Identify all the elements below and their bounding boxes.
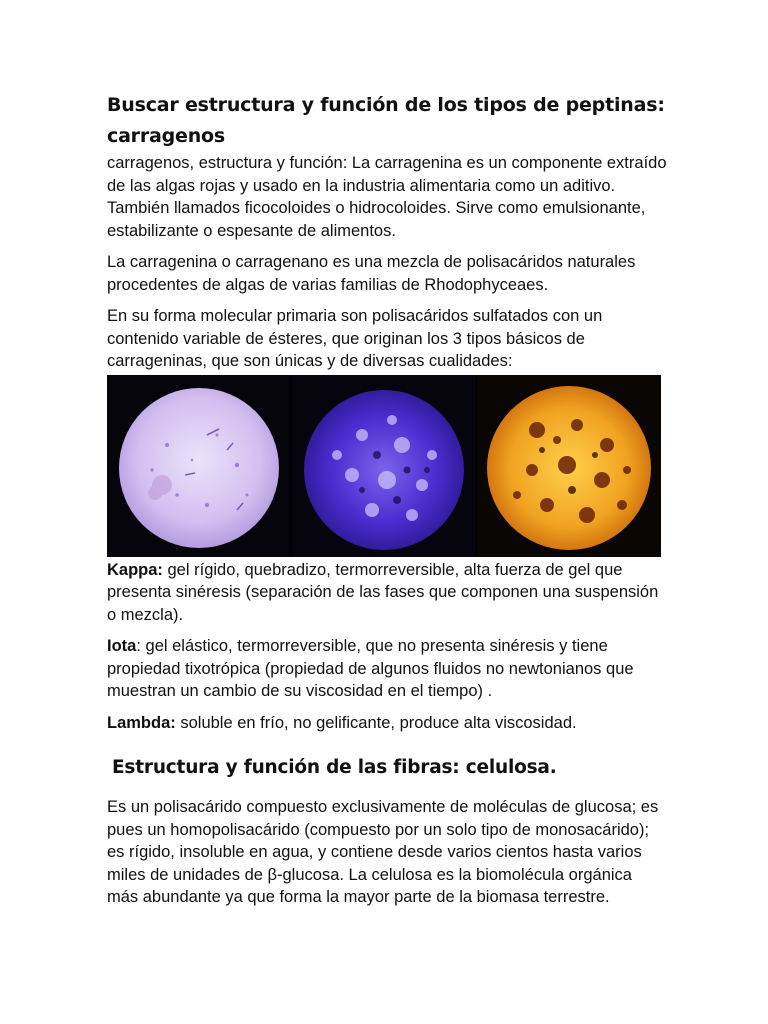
type-lambda-paragraph	[107, 712, 667, 735]
micrograph-dark-violet-image	[292, 375, 476, 557]
micrograph-panel-lambda	[476, 375, 661, 557]
micrograph-panel-kappa	[107, 375, 292, 557]
type-iota-paragraph	[107, 635, 667, 703]
paragraph-carragenina-mezcla: La carragenina o carragenano es una mezcla de polisacáridos naturales procedentes de algas de varias familias de Rhodophyceaes.	[107, 253, 636, 294]
micrograph-figure	[107, 375, 661, 557]
section2-heading: Estructura y función de las fibras: celulosa.	[112, 757, 557, 778]
section1-heading-line1: Buscar estructura y función de los tipos de peptinas:	[107, 94, 665, 116]
type-lambda-label: Lambda:	[107, 713, 176, 732]
micrograph-amber-image	[477, 375, 661, 557]
paragraph-carragenos-intro: carragenos, estructura y función: La carragenina es un componente extraído de las algas rojas y usado en la industria alimentaria como un aditivo. También llamados ficocoloides o hidrocoloides. Sirve como emulsionante, estabilizante o espesante de alimentos.	[107, 154, 667, 240]
micrograph-panel-iota	[292, 375, 477, 557]
type-iota-text: : gel elástico, termorreversible, que no presenta sinéresis y tiene propiedad tixotrópica (propiedad de algunos fluidos no newtonianos que muestran un cambio de su viscosidad en el tiempo) .	[107, 637, 634, 700]
type-kappa-text: gel rígido, quebradizo, termorreversible, alta fuerza de gel que presenta sinéresis (separación de las fases que componen una suspensión o mezcla).	[107, 560, 659, 624]
type-lambda-text: soluble en frío, no gelificante, produce alta viscosidad.	[175, 713, 577, 732]
micrograph-light-violet-image	[107, 375, 291, 557]
paragraph-celulosa: Es un polisacárido compuesto exclusivamente de moléculas de glucosa; es pues un homopolisacárido (compuesto por un solo tipo de monosacárido); es rígido, insoluble en agua, y contiene desde varios cientos hasta varios miles de unidades de β-glucosa. La celulosa es la biomolécula orgánica más abundante ya que forma la mayor parte de la biomasa terrestre.	[107, 798, 659, 906]
section1-heading	[107, 90, 667, 152]
paragraph-forma-molecular: En su forma molecular primaria son polisacáridos sulfatados con un contenido variable de ésteres, que originan los 3 tipos básicos de carrageninas, que son únicas y de diversas cualidades:	[107, 307, 603, 370]
section1-heading-line2: carragenos	[107, 125, 226, 147]
document-page	[107, 90, 667, 909]
type-kappa-paragraph	[107, 559, 667, 627]
type-kappa-label: Kappa:	[107, 560, 163, 579]
type-iota-label: Iota	[107, 637, 137, 655]
